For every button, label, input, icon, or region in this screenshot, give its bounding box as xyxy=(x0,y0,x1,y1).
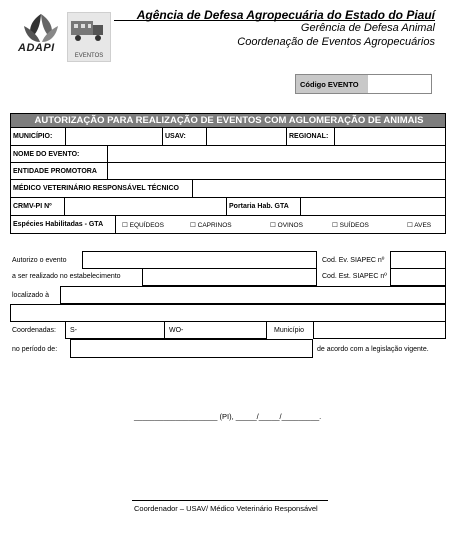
coordenadas-label: Coordenadas: xyxy=(12,327,56,334)
coord-wo-label: WO- xyxy=(169,327,184,334)
coord-s-label: S- xyxy=(70,327,77,334)
coordination-subtitle: Coordenação de Eventos Agropecuários xyxy=(237,36,435,48)
especies-label: Espécies Habilitadas - GTA xyxy=(11,216,116,233)
agency-title: Agência de Defesa Agropecuária do Estado do Piauí xyxy=(136,8,435,22)
legislacao-text: de acordo com a legislação vigente. xyxy=(317,346,429,353)
usav-input[interactable] xyxy=(207,128,287,145)
eventos-logo xyxy=(67,12,111,62)
nome-evento-input[interactable] xyxy=(108,146,445,162)
autorizo-label: Autorizo o evento xyxy=(12,257,67,264)
portaria-label: Portaria Hab. GTA xyxy=(227,198,301,215)
coord-municipio-label: Município xyxy=(274,327,304,334)
crmv-label: CRMV-PI Nº xyxy=(11,198,65,215)
department-subtitle: Gerência de Defesa Animal xyxy=(300,22,435,34)
cattle-truck-icon xyxy=(68,13,110,49)
species-row xyxy=(10,216,446,234)
vet-row xyxy=(10,180,446,198)
medico-label: MÉDICO VETERINÁRIO RESPONSÁVEL TÉCNICO xyxy=(11,180,193,197)
localizado-input[interactable] xyxy=(60,286,446,304)
form-title-row xyxy=(10,113,446,128)
regional-input[interactable] xyxy=(335,128,445,145)
coord-municipio-input[interactable] xyxy=(313,321,446,339)
entity-row xyxy=(10,163,446,180)
signature-caption: Coordenador – USAV/ Médico Veterinário Responsável xyxy=(134,504,318,513)
periodo-label: no período de: xyxy=(12,346,58,353)
codigo-evento-field xyxy=(295,74,432,94)
nome-evento-label: NOME DO EVENTO: xyxy=(11,146,108,162)
municipio-input[interactable] xyxy=(66,128,163,145)
cod-ev-input[interactable] xyxy=(390,251,446,269)
event-name-row xyxy=(10,146,446,163)
codigo-evento-input[interactable] xyxy=(368,75,431,93)
document-header xyxy=(0,0,455,68)
caprinos-checkbox[interactable]: ☐ CAPRINOS xyxy=(190,221,232,229)
periodo-input[interactable] xyxy=(70,339,313,358)
coord-s-input[interactable] xyxy=(65,321,165,339)
regional-label: REGIONAL: xyxy=(287,128,335,145)
localizado-input-2[interactable] xyxy=(10,304,446,322)
autorizo-input[interactable] xyxy=(82,251,317,269)
cod-ev-label: Cod. Ev. SIAPEC nº xyxy=(322,257,385,264)
entidade-input[interactable] xyxy=(108,163,445,179)
suideos-checkbox[interactable]: ☐ SUÍDEOS xyxy=(332,221,369,229)
crmv-row xyxy=(10,198,446,216)
adapi-logo-text: ADAPI xyxy=(18,42,55,54)
adapi-logo-icon xyxy=(18,12,64,62)
ovinos-checkbox[interactable]: ☐ OVINOS xyxy=(270,221,303,229)
codigo-evento-label: Código EVENTO xyxy=(296,75,368,93)
localizado-label: localizado à xyxy=(12,292,49,299)
aves-checkbox[interactable]: ☐ AVES xyxy=(407,221,432,229)
usav-label: USAV: xyxy=(163,128,207,145)
portaria-input[interactable] xyxy=(301,198,445,215)
cod-est-input[interactable] xyxy=(390,268,446,286)
eventos-logo-text: EVENTOS xyxy=(74,53,104,59)
date-line: ____________________ (PI), _____/_____/_________. xyxy=(134,412,322,421)
entidade-label: ENTIDADE PROMOTORA xyxy=(11,163,108,179)
signature-line xyxy=(132,500,328,501)
location-row xyxy=(10,128,446,146)
form-title: AUTORIZAÇÃO PARA REALIZAÇÃO DE EVENTOS COM AGLOMERAÇÃO DE ANIMAIS xyxy=(11,114,445,127)
cod-est-label: Cod. Est. SIAPEC nº xyxy=(322,273,387,280)
realizado-label: a ser realizado no estabelecimento xyxy=(12,273,121,280)
coord-wo-input[interactable] xyxy=(164,321,267,339)
equideos-checkbox[interactable]: ☐ EQUÍDEOS xyxy=(122,221,164,229)
estabelecimento-input[interactable] xyxy=(142,268,317,286)
medico-input[interactable] xyxy=(193,180,445,197)
municipio-label: MUNICÍPIO: xyxy=(11,128,66,145)
crmv-input[interactable] xyxy=(65,198,227,215)
